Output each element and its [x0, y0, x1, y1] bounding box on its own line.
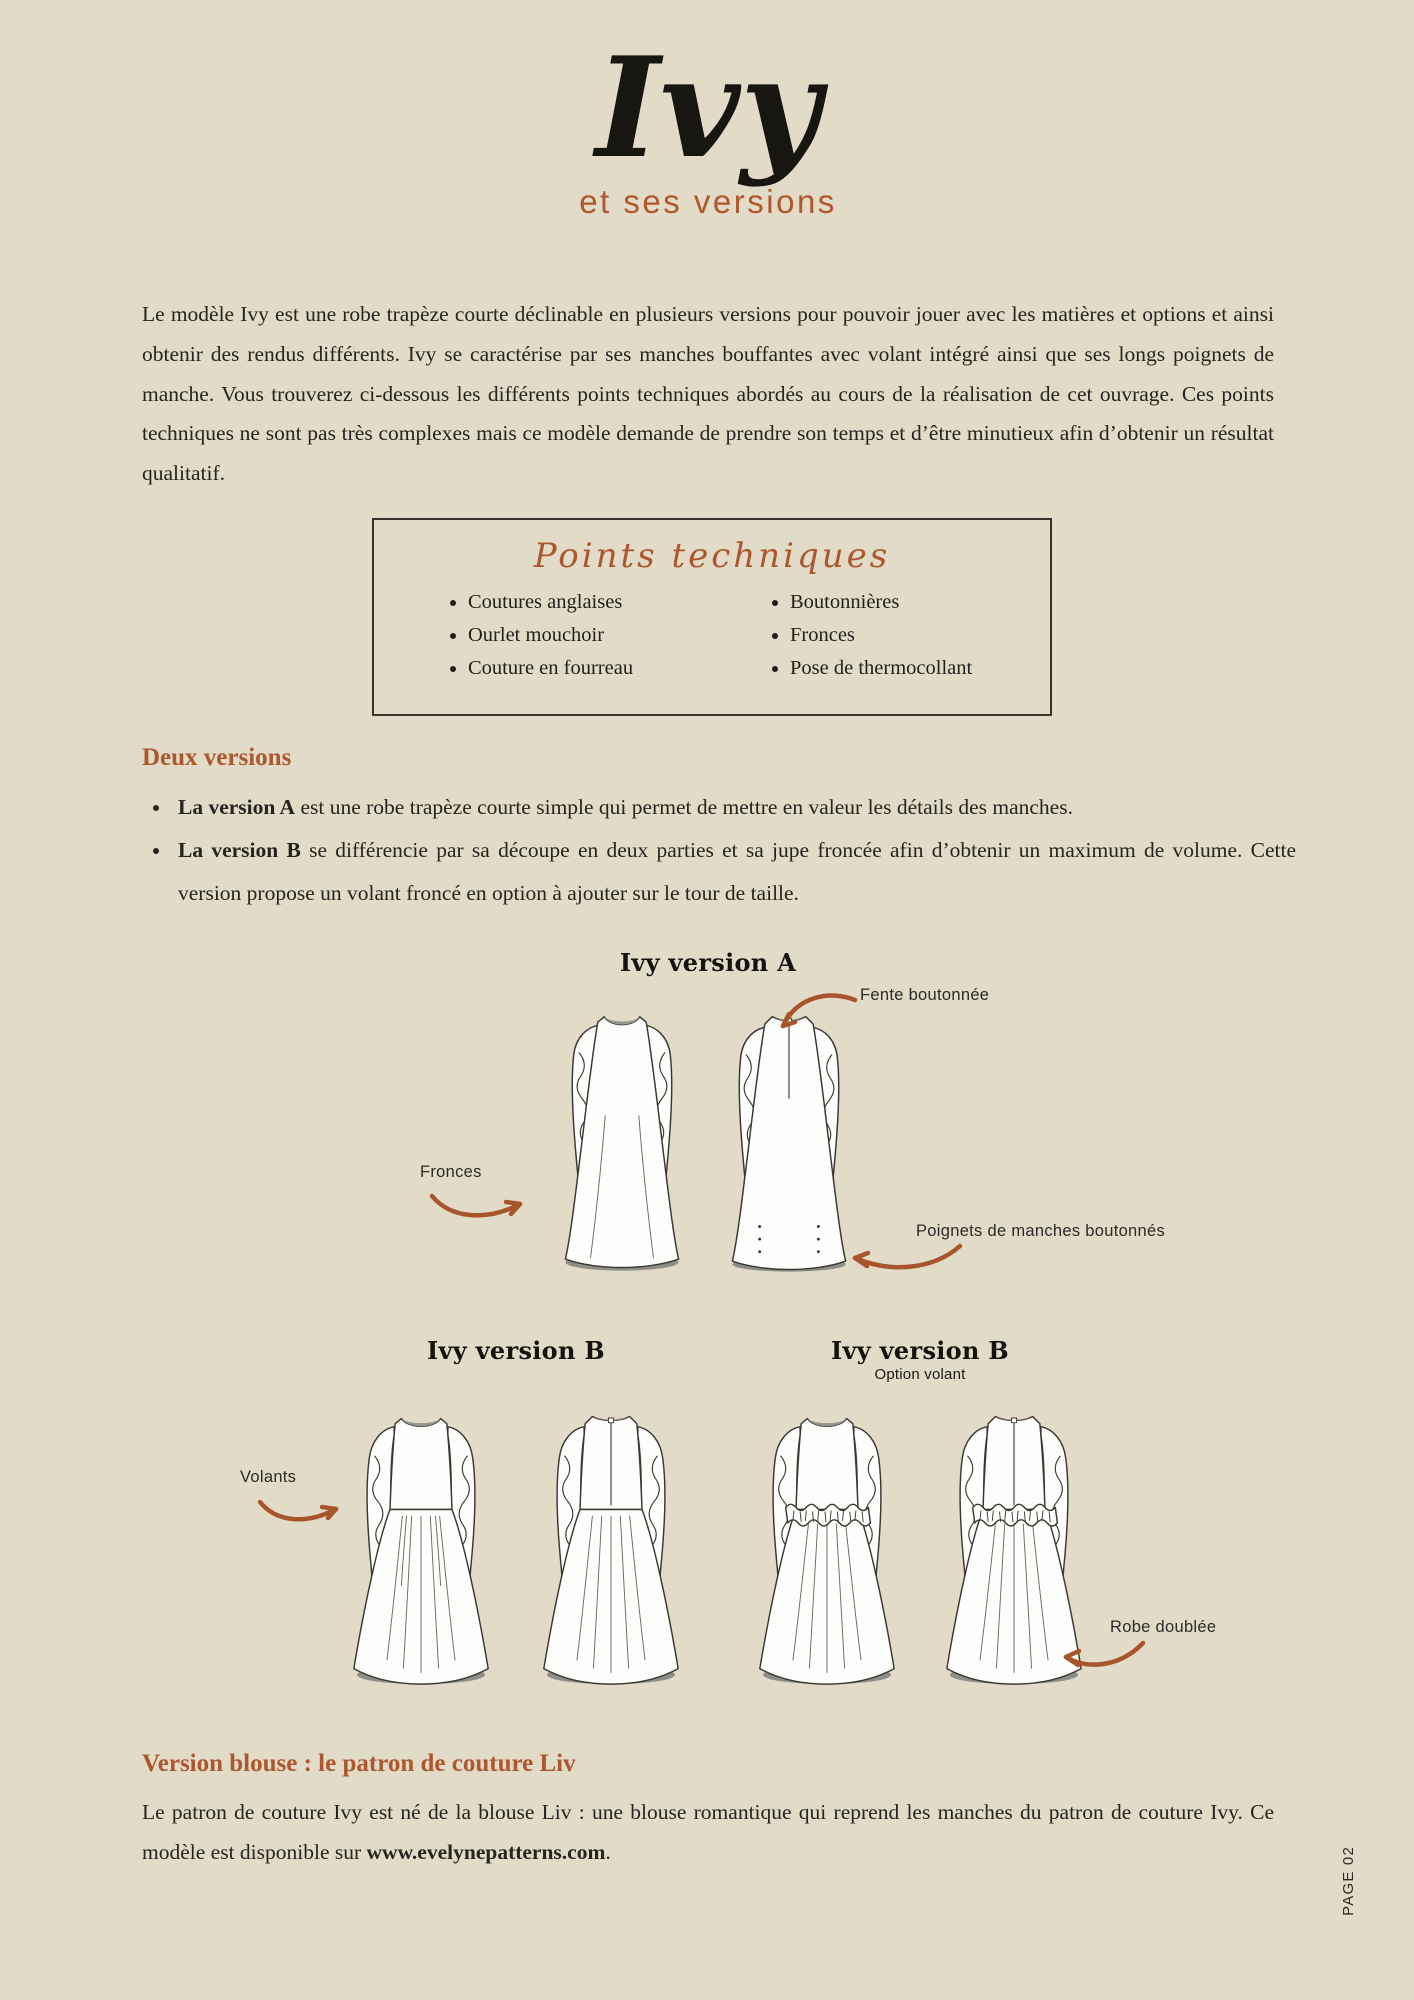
ivy-version-b-right-title-block	[780, 1336, 1060, 1383]
curved-arrow-icon	[775, 992, 860, 1037]
annotation-fente-boutonnee: Fente boutonnée	[860, 986, 990, 1004]
curved-arrow-icon	[1058, 1635, 1148, 1675]
list-item: • Ourlet mouchoir	[468, 619, 768, 652]
deux-versions-heading: Deux versions	[142, 744, 292, 771]
website-link[interactable]: www.evelynepatterns.com	[366, 1839, 606, 1864]
header	[142, 26, 1274, 221]
points-techniques-box	[372, 518, 1052, 716]
versions-list	[146, 786, 1296, 915]
list-item	[172, 786, 1296, 829]
version-b-lead: La version B	[178, 838, 301, 862]
ivy-version-b-left-title: Ivy version B	[427, 1336, 605, 1365]
ivy-version-b-option-subtitle: Option volant	[874, 1366, 966, 1383]
points-techniques-heading: Points techniques	[533, 536, 891, 576]
dress-version-a-front-illustration	[538, 1000, 706, 1278]
curved-arrow-icon	[845, 1240, 970, 1280]
ivy-version-b-right-title: Ivy version B	[831, 1336, 1009, 1365]
version-blouse-heading: Version blouse : le patron de couture Liv	[142, 1750, 576, 1777]
list-item: • Boutonnières	[790, 586, 972, 619]
points-list-left	[446, 586, 768, 686]
points-list-right	[768, 586, 972, 686]
version-a-text: est une robe trapèze courte simple qui permet de mettre en valeur les détails des manches.	[295, 795, 1073, 819]
annotation-poignets-boutonnes: Poignets de manches boutonnés	[916, 1222, 1166, 1240]
page-subtitle: et ses versions	[579, 182, 837, 220]
list-item	[172, 829, 1296, 915]
annotation-fronces: Fronces	[420, 1163, 482, 1181]
blouse-text-before: Le patron de couture Ivy est né de la blouse Liv : une blouse romantique qui reprend les manches du patron de couture Ivy. Ce modèle est disponible sur	[142, 1800, 1274, 1864]
curved-arrow-icon	[256, 1496, 346, 1528]
ivy-version-a-title: Ivy version A	[619, 948, 797, 977]
annotation-volants: Volants	[240, 1468, 297, 1486]
annotation-robe-doublee: Robe doublée	[1110, 1618, 1217, 1636]
version-blouse-paragraph	[142, 1793, 1274, 1873]
version-b-text: se différencie par sa découpe en deux parties et sa jupe froncée afin d’obtenir un maximum de volume. Cette version propose un volant froncé en option à ajouter sur le tour de taille.	[178, 838, 1296, 905]
dress-version-a-back-illustration	[705, 1002, 873, 1280]
blouse-text-after: .	[605, 1839, 611, 1864]
dress-version-b-back-illustration	[522, 1402, 700, 1712]
page-number: PAGE 02	[1340, 1846, 1357, 1916]
list-item: • Coutures anglaises	[468, 586, 768, 619]
page-title: Ivy	[595, 26, 821, 189]
version-a-lead: La version A	[178, 795, 296, 819]
dress-version-b-front-illustration	[332, 1402, 510, 1712]
points-techniques-columns	[408, 586, 1016, 686]
dress-version-b-volant-front-illustration	[738, 1402, 916, 1712]
list-item: • Couture en fourreau	[468, 652, 768, 685]
list-item: • Pose de thermocollant	[790, 652, 972, 685]
curved-arrow-icon	[428, 1190, 528, 1224]
intro-paragraph: Le modèle Ivy est une robe trapèze courte déclinable en plusieurs versions pour pouvoir jouer avec les matières et options et ainsi obtenir des rendus différents. Ivy se caractérise par ses manches bouffantes avec volant intégré ainsi que ses longs poignets de manche. Vous trouverez ci-dessous les différents points techniques abordés au cours de la réalisation de cet ouvrage. Ces points techniques ne sont pas très complexes mais ce modèle demande de prendre son temps et d’être minutieux afin d’obtenir un résultat qualitatif.	[142, 302, 1274, 486]
list-item: • Fronces	[790, 619, 972, 652]
